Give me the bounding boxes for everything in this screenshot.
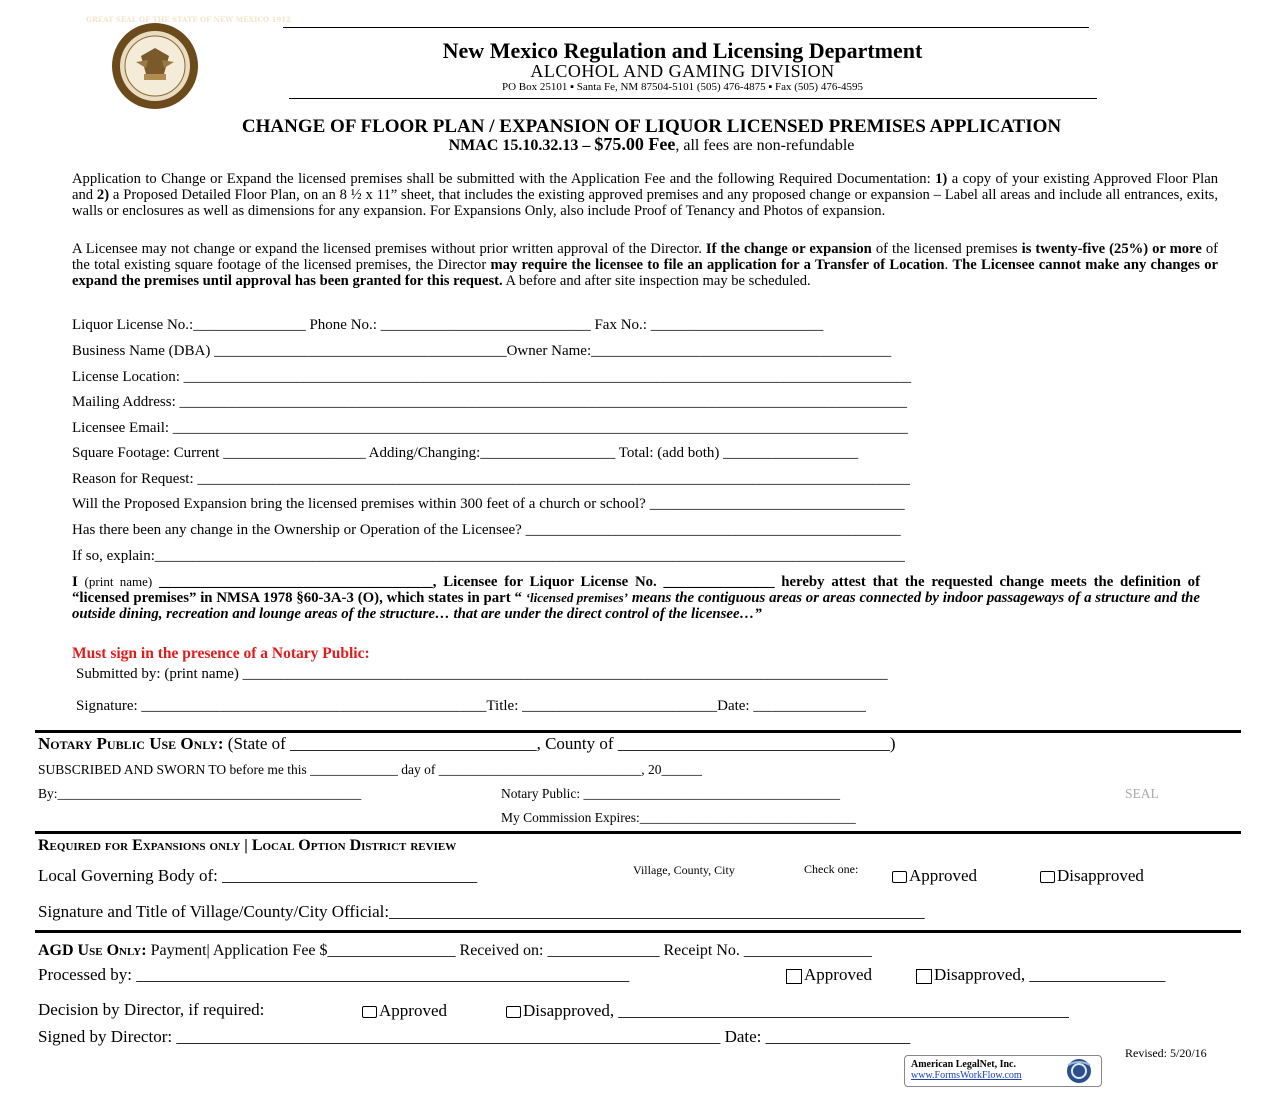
proximity-question-field[interactable]: Will the Proposed Expansion bring the licensed premises within 300 feet of a church or school? __________________________________: [72, 496, 905, 512]
attestation-statement: I (print name) _____________________________________, Licensee for Liquor License No. _______________ hereby attest that the requested change meets the definition of “licensed premises” in NMSA 1978 §60-3A-3 (O), which states in part “ ‘licensed premises’ means the contiguous areas or areas connected by indoor passageways of a structure and the outside dining, recreation and lounge areas of the structure… that are under the direct control of the licensee…”: [72, 574, 1200, 622]
section-divider: [35, 730, 1241, 733]
approved-checkbox[interactable]: [362, 1006, 377, 1018]
approved-checkbox[interactable]: [892, 871, 907, 883]
reason-field[interactable]: Reason for Request: _______________________________________________________________________________________________: [72, 471, 910, 487]
payment-field[interactable]: Payment| Application Fee $________________ Received on: ______________ Receipt No. ________________: [146, 942, 872, 959]
nmac-ref: NMAC 15.10.32.13 –: [448, 137, 591, 154]
notary-warning: Must sign in the presence of a Notary Public:: [72, 645, 370, 662]
section-divider: [35, 930, 1241, 933]
sworn-field[interactable]: SUBSCRIBED AND SWORN TO before me this _____________ day of ______________________________, 20______: [38, 762, 702, 777]
fee-note: , all fees are non-refundable: [675, 137, 855, 154]
seal-text: GREAT SEAL OF THE STATE OF NEW MEXICO 1912: [86, 15, 291, 24]
department-name: New Mexico Regulation and Licensing Department: [442, 38, 923, 63]
globe-icon: [1062, 1057, 1096, 1090]
village-hint: Village, County, City: [633, 863, 735, 877]
agd-heading: AGD Use Only:: [38, 942, 147, 959]
commission-expires-field[interactable]: My Commission Expires:________________________________: [501, 810, 856, 825]
by-field[interactable]: By:_____________________________________________: [38, 786, 362, 801]
lgb-approved-option[interactable]: Approved: [892, 866, 977, 886]
agd-header-row: [38, 942, 872, 960]
instructions-paragraph: Application to Change or Expand the licensed premises shall be submitted with the Application Fee and the following Required Documentation: 1) a copy of your existing Approved Floor Plan and 2) a Proposed Detailed Floor Plan, on an 8 ½ x 11” sheet, that includes the existing approved premises and any proposed change or expansion – Label all areas and include all entrances, exits, walls or enclosures as well as dimensions for any expansion. For Expansions Only, also include Proof of Tenancy and Photos of expansion.: [72, 171, 1218, 219]
division-address: PO Box 25101 ▪ Santa Fe, NM 87504-5101 (505) 476-4875 ▪ Fax (505) 476-4595: [501, 81, 863, 93]
official-signature-field[interactable]: Signature and Title of Village/County/City Official:_______________________________________________________________: [38, 902, 925, 921]
seal-placeholder: SEAL: [1125, 786, 1159, 801]
submitted-by-field[interactable]: Submitted by: (print name) ______________________________________________________________________________________: [76, 666, 888, 682]
director-decision-label: Decision by Director, if required:: [38, 1000, 265, 1019]
revised-date: Revised: 5/20/16: [1125, 1046, 1207, 1060]
check-one-label: Check one:: [804, 862, 859, 876]
approval-paragraph: A Licensee may not change or expand the licensed premises without prior written approval of the Director. If the change or expansion of the licensed premises is twenty-five (25%) or more of the total existing square footage of the licensed premises, the Director may require the licensee to file an application for a Transfer of Location. The Licensee cannot make any changes or expand the premises until approval has been granted for this request. A before and after site inspection may be scheduled.: [72, 241, 1218, 289]
approved-checkbox[interactable]: [786, 969, 802, 984]
fee-amount: $75.00 Fee: [594, 134, 676, 154]
director-approved-option[interactable]: Approved: [362, 1001, 447, 1021]
section-divider: [35, 831, 1241, 834]
notary-heading: Notary Public Use Only:: [38, 734, 224, 753]
director-signature-field[interactable]: Signed by Director: ________________________________________________________________ Date: _________________: [38, 1027, 911, 1046]
company-url[interactable]: www.FormsWorkFlow.com: [911, 1070, 1022, 1081]
form-title: CHANGE OF FLOOR PLAN / EXPANSION OF LIQUOR LICENSED PREMISES APPLICATION: [241, 116, 1062, 137]
processed-approved-option[interactable]: Approved: [786, 965, 872, 985]
processed-by-field[interactable]: Processed by: __________________________________________________________: [38, 965, 630, 984]
licensee-email-field[interactable]: Licensee Email: __________________________________________________________________________________________________: [72, 420, 908, 436]
disapproved-checkbox[interactable]: [916, 969, 932, 984]
company-name: American LegalNet, Inc.: [911, 1059, 1016, 1070]
license-location-field[interactable]: License Location: _________________________________________________________________________________________________: [72, 369, 912, 385]
square-footage-field[interactable]: Square Footage: Current ___________________ Adding/Changing:__________________ Total: (add both) __________________: [72, 445, 859, 461]
business-owner-field[interactable]: Business Name (DBA) _______________________________________Owner Name:________________________________________: [72, 343, 892, 359]
division-name: ALCOHOL AND GAMING DIVISION: [530, 61, 835, 81]
american-legalnet-logo[interactable]: [904, 1055, 1102, 1087]
processed-disapproved-option[interactable]: Disapproved, ________________: [916, 965, 1165, 985]
governing-body-field[interactable]: Local Governing Body of: ______________________________: [38, 866, 478, 885]
explain-field[interactable]: If so, explain:____________________________________________________________________________________________________: [72, 548, 905, 564]
ownership-question-field[interactable]: Has there been any change in the Ownership or Operation of the Licensee? __________________________________________________: [72, 522, 901, 538]
header-top-rule: [283, 27, 1089, 28]
signature-title-date-field[interactable]: Signature: ______________________________________________Title: __________________________Date: _______________: [76, 698, 866, 714]
notary-header-row: [38, 734, 895, 754]
lgb-disapproved-option[interactable]: Disapproved: [1040, 866, 1144, 886]
license-phone-fax-field[interactable]: Liquor License No.:_______________ Phone No.: ____________________________ Fax No.: _______________________: [72, 317, 824, 333]
disapproved-checkbox[interactable]: [1040, 871, 1055, 883]
form-subtitle: [0, 134, 1275, 155]
expansions-heading: Required for Expansions only | Local Option District review: [38, 837, 457, 854]
notary-state-county-field[interactable]: (State of _____________________________, County of ________________________________): [223, 734, 896, 753]
disapproved-checkbox[interactable]: [506, 1006, 521, 1018]
header-bottom-rule: [289, 98, 1097, 99]
mailing-address-field[interactable]: Mailing Address: _________________________________________________________________________________________________: [72, 394, 907, 410]
director-disapproved-option[interactable]: Disapproved, _____________________________________________________: [506, 1001, 1069, 1021]
notary-public-field[interactable]: Notary Public: ______________________________________: [501, 786, 840, 801]
